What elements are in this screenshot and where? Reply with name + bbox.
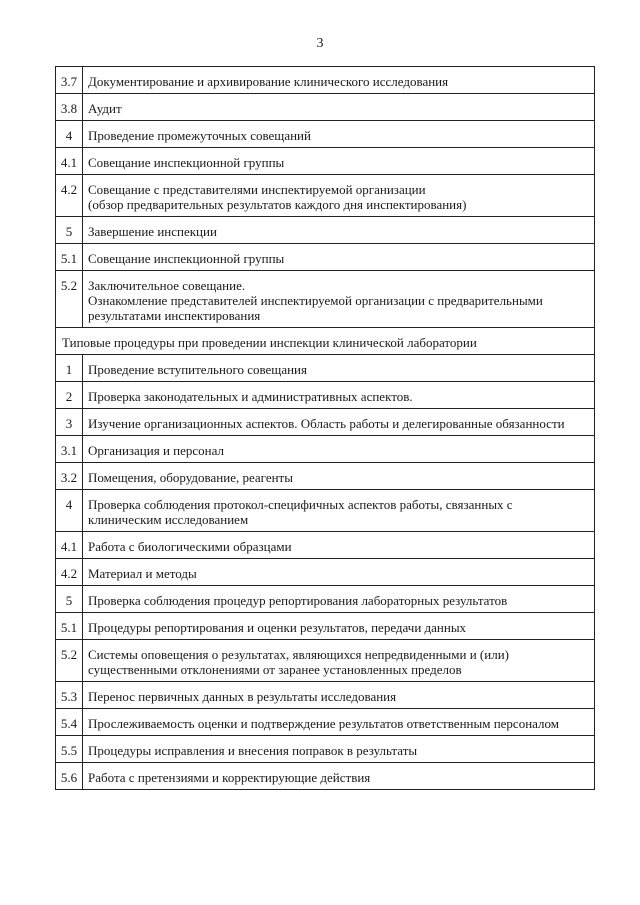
item-number: 4.1 bbox=[56, 532, 83, 559]
item-number: 3.7 bbox=[56, 67, 83, 94]
item-text bbox=[83, 736, 595, 763]
item-number: 3.2 bbox=[56, 463, 83, 490]
item-text-line: Аудит bbox=[88, 101, 122, 116]
table-row bbox=[56, 382, 595, 409]
table-row bbox=[56, 532, 595, 559]
table-row bbox=[56, 175, 595, 217]
item-text bbox=[83, 148, 595, 175]
section-heading: Типовые процедуры при проведении инспекции клинической лаборатории bbox=[56, 328, 595, 355]
item-number: 4 bbox=[56, 490, 83, 532]
table-row bbox=[56, 463, 595, 490]
item-text-line: Системы оповещения о результатах, являющихся непредвиденными и (или) существенными отклонениями от заранее установленных пределов bbox=[88, 647, 509, 677]
item-text bbox=[83, 244, 595, 271]
item-text bbox=[83, 409, 595, 436]
table-row bbox=[56, 709, 595, 736]
item-number: 5.6 bbox=[56, 763, 83, 790]
item-text bbox=[83, 67, 595, 94]
item-text bbox=[83, 271, 595, 328]
item-number: 3 bbox=[56, 409, 83, 436]
item-text-line: Проверка соблюдения процедур репортирования лабораторных результатов bbox=[88, 593, 508, 608]
item-number: 4.2 bbox=[56, 175, 83, 217]
table-row bbox=[56, 586, 595, 613]
table-row bbox=[56, 736, 595, 763]
item-text bbox=[83, 682, 595, 709]
item-number: 2 bbox=[56, 382, 83, 409]
item-text-line: Работа с претензиями и корректирующие действия bbox=[88, 770, 371, 785]
item-text bbox=[83, 463, 595, 490]
item-number: 4.1 bbox=[56, 148, 83, 175]
table-row bbox=[56, 682, 595, 709]
item-text bbox=[83, 94, 595, 121]
table-row bbox=[56, 67, 595, 94]
page-number: 3 bbox=[316, 36, 324, 51]
procedures-table bbox=[55, 66, 595, 790]
item-text-line: Работа с биологическими образцами bbox=[88, 539, 292, 554]
item-text-line: Прослеживаемость оценки и подтверждение результатов ответственным персоналом bbox=[88, 716, 559, 731]
table-row bbox=[56, 244, 595, 271]
item-number: 5.2 bbox=[56, 271, 83, 328]
item-text bbox=[83, 559, 595, 586]
table-row bbox=[56, 355, 595, 382]
item-text bbox=[83, 121, 595, 148]
table-row bbox=[56, 640, 595, 682]
table-row bbox=[56, 436, 595, 463]
item-number: 5 bbox=[56, 217, 83, 244]
item-text-line: Изучение организационных аспектов. Область работы и делегированные обязанности bbox=[88, 416, 565, 431]
item-text-line: Проверка законодательных и административных аспектов. bbox=[88, 389, 413, 404]
item-text bbox=[83, 532, 595, 559]
item-text-line: Материал и методы bbox=[88, 566, 197, 581]
table-row bbox=[56, 217, 595, 244]
item-text bbox=[83, 586, 595, 613]
item-number: 5.1 bbox=[56, 244, 83, 271]
table-section-a bbox=[56, 67, 595, 328]
item-text bbox=[83, 355, 595, 382]
item-text-line: Завершение инспекции bbox=[88, 224, 217, 239]
section-heading-row bbox=[56, 328, 595, 355]
item-text-line: Помещения, оборудование, реагенты bbox=[88, 470, 293, 485]
table-row bbox=[56, 121, 595, 148]
item-text bbox=[83, 763, 595, 790]
item-number: 5.2 bbox=[56, 640, 83, 682]
item-number: 5.5 bbox=[56, 736, 83, 763]
item-text bbox=[83, 709, 595, 736]
item-text bbox=[83, 217, 595, 244]
item-number: 5 bbox=[56, 586, 83, 613]
item-number: 5.1 bbox=[56, 613, 83, 640]
table-row bbox=[56, 490, 595, 532]
item-text-line: Совещание с представителями инспектируемой организации bbox=[88, 182, 426, 197]
table-row bbox=[56, 94, 595, 121]
item-text-line: Проверка соблюдения протокол-специфичных аспектов работы, связанных с клиническим исследованием bbox=[88, 497, 513, 527]
item-text bbox=[83, 640, 595, 682]
item-number: 1 bbox=[56, 355, 83, 382]
table-row bbox=[56, 409, 595, 436]
item-text bbox=[83, 613, 595, 640]
item-text bbox=[83, 490, 595, 532]
table-row bbox=[56, 763, 595, 790]
item-number: 5.4 bbox=[56, 709, 83, 736]
item-text-line: (обзор предварительных результатов каждого дня инспектирования) bbox=[88, 197, 467, 212]
table-row bbox=[56, 271, 595, 328]
item-text-line: Перенос первичных данных в результаты исследования bbox=[88, 689, 397, 704]
table-row bbox=[56, 148, 595, 175]
item-text bbox=[83, 436, 595, 463]
item-number: 4.2 bbox=[56, 559, 83, 586]
item-number: 3.8 bbox=[56, 94, 83, 121]
item-text-line: Совещание инспекционной группы bbox=[88, 155, 285, 170]
table-row bbox=[56, 613, 595, 640]
table-row bbox=[56, 559, 595, 586]
item-text-line: Документирование и архивирование клинического исследования bbox=[88, 74, 449, 89]
table-section-b bbox=[56, 355, 595, 790]
item-text bbox=[83, 382, 595, 409]
item-number: 4 bbox=[56, 121, 83, 148]
item-text-line: Проведение вступительного совещания bbox=[88, 362, 307, 377]
item-text-line: Ознакомление представителей инспектируемой организации с предварительными результатами инспектирования bbox=[88, 293, 543, 323]
item-text-line: Процедуры репортирования и оценки результатов, передачи данных bbox=[88, 620, 467, 635]
table-section-heading bbox=[56, 328, 595, 355]
item-text bbox=[83, 175, 595, 217]
item-text-line: Совещание инспекционной группы bbox=[88, 251, 285, 266]
item-text-line: Процедуры исправления и внесения поправок в результаты bbox=[88, 743, 418, 758]
item-text-line: Проведение промежуточных совещаний bbox=[88, 128, 311, 143]
item-text-line: Заключительное совещание. bbox=[88, 278, 246, 293]
item-number: 3.1 bbox=[56, 436, 83, 463]
item-text-line: Организация и персонал bbox=[88, 443, 224, 458]
item-number: 5.3 bbox=[56, 682, 83, 709]
